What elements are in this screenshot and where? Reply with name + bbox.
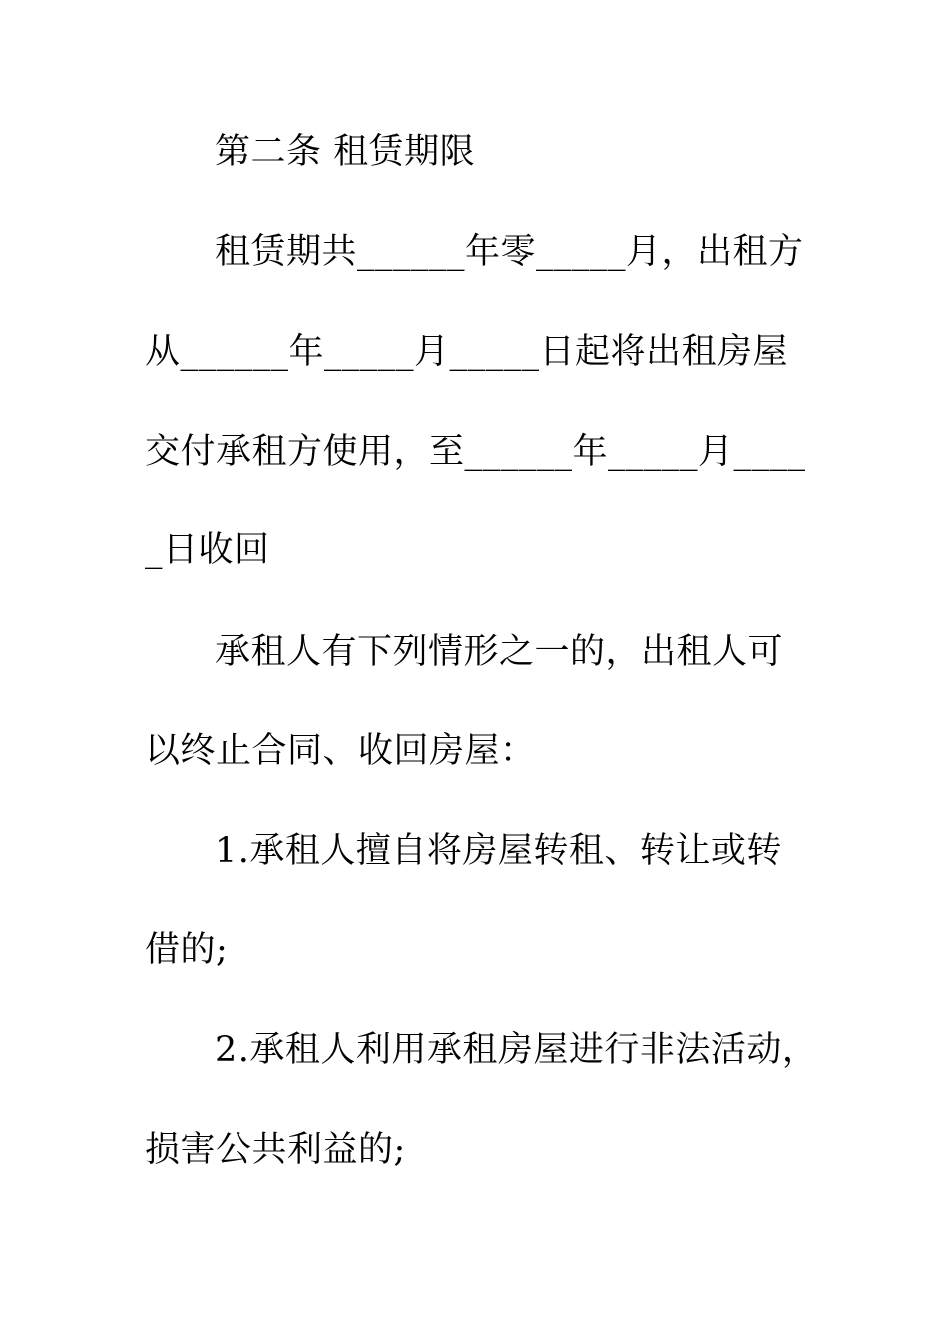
paragraph-line: _日收回 xyxy=(145,530,270,570)
paragraph-line: 以终止合同、收回房屋： xyxy=(145,731,536,771)
list-item-line: 2.承租人利用承租房屋进行非法活动， xyxy=(215,1030,818,1070)
paragraph-line: 租赁期共______年零_____月，出租方 xyxy=(215,232,804,272)
section-heading: 第二条 租赁期限 xyxy=(215,132,476,172)
list-item-line: 1.承租人擅自将房屋转租、转让或转 xyxy=(215,831,782,871)
paragraph-line: 从______年_____月_____日起将出租房屋 xyxy=(145,332,789,372)
paragraph-line: 交付承租方使用，至______年_____月____ xyxy=(145,432,806,472)
list-item-line: 借的; xyxy=(145,930,229,970)
list-item-line: 损害公共利益的; xyxy=(145,1130,406,1170)
paragraph-line: 承租人有下列情形之一的，出租人可 xyxy=(215,632,784,672)
